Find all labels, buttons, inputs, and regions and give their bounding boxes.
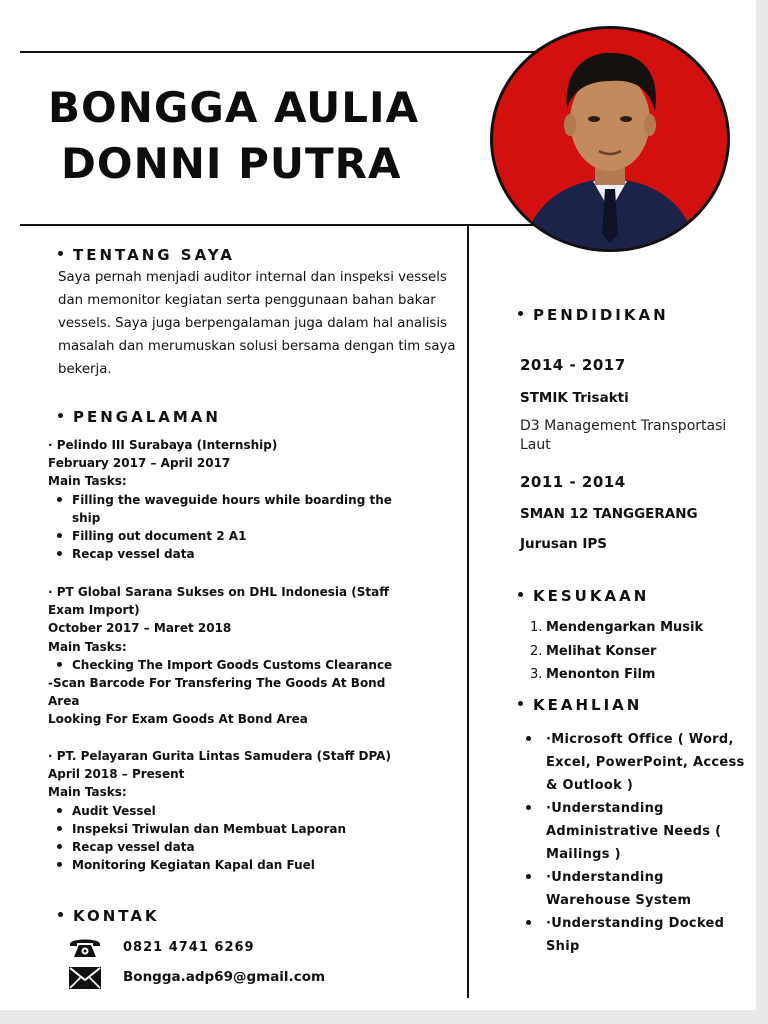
education-major: D3 Management Transportasi Laut — [520, 418, 727, 453]
job-period: October 2017 – Maret 2018 — [48, 621, 232, 636]
education-school: SMAN 12 TANGGERANG — [520, 506, 698, 522]
job-tasks-label: Main Tasks: — [48, 474, 127, 489]
header-top-rule — [20, 51, 540, 53]
job-period: April 2018 – Present — [48, 767, 185, 782]
portrait-illustration — [493, 29, 727, 249]
list-item: ·Understanding Administrative Needs ( Mailings ) — [524, 797, 746, 866]
job-tasks-label: Main Tasks: — [48, 785, 127, 800]
job-2 — [48, 583, 458, 729]
job-3 — [48, 747, 458, 874]
job-task: Filling the waveguide hours while boarding the ship — [48, 491, 408, 527]
about-text: Saya pernah menjadi auditor internal dan inspeksi vessels dan memonitor kegiatan serta penggunaan bahan bakar vessels. Saya juga berpengalaman juga dalam hal analisis masalah dan merumuskan solusi bersama dengan tim saya bekerja. — [58, 270, 456, 377]
job-task-extra: -Scan Barcode For Transfering The Goods At Bond — [48, 676, 386, 691]
header-bottom-rule — [20, 224, 540, 226]
education-major: Jurusan IPS — [520, 536, 607, 552]
job-task: Inspeksi Triwulan dan Membuat Laporan — [48, 820, 458, 838]
job-task: Filling out document 2 A1 — [48, 527, 408, 545]
experience-heading: PENGALAMAN — [58, 408, 221, 426]
contact-email[interactable]: Bongga.adp69@gmail.com — [123, 969, 326, 985]
job-company-continued: Exam Import) — [48, 603, 140, 618]
about-heading: TENTANG SAYA — [58, 246, 235, 264]
envelope-icon — [68, 966, 102, 990]
skills-list — [524, 728, 746, 958]
job-company: · PT Global Sarana Sukses on DHL Indonesia (Staff — [48, 585, 389, 599]
list-item: ·Microsoft Office ( Word, Excel, PowerPoint, Access & Outlook ) — [524, 728, 746, 797]
job-task: Checking The Import Goods Customs Clearance — [48, 656, 458, 674]
education-years: 2011 - 2014 — [520, 473, 626, 491]
job-company: · PT. Pelayaran Gurita Lintas Samudera (Staff DPA) — [48, 749, 391, 763]
education-heading: PENDIDIKAN — [518, 306, 669, 324]
job-task-extra: Looking For Exam Goods At Bond Area — [48, 712, 308, 727]
full-name — [48, 80, 478, 192]
list-item: ·Understanding Warehouse System — [524, 866, 746, 912]
list-item: 1. Mendengarkan Musik — [530, 620, 704, 635]
job-task: Monitoring Kegiatan Kapal dan Fuel — [48, 856, 458, 874]
hobbies-heading: KESUKAAN — [518, 587, 649, 605]
job-task-extra-continued: Area — [48, 694, 80, 709]
hobby-list — [530, 616, 703, 687]
job-period: February 2017 – April 2017 — [48, 456, 231, 471]
profile-photo — [490, 26, 730, 252]
job-1 — [48, 436, 458, 563]
list-item: ·Understanding Docked Ship — [524, 912, 746, 958]
job-task: Audit Vessel — [48, 802, 458, 820]
job-company: · Pelindo III Surabaya (Internship) — [48, 438, 278, 452]
education-years: 2014 - 2017 — [520, 356, 626, 374]
job-task: Recap vessel data — [48, 545, 408, 563]
column-divider — [467, 226, 469, 998]
contact-heading: KONTAK — [58, 907, 160, 925]
contact-phone[interactable]: 0821 4741 6269 — [123, 940, 255, 955]
skills-heading: KEAHLIAN — [518, 696, 642, 714]
job-task: Recap vessel data — [48, 838, 458, 856]
page-edge-right — [756, 0, 768, 1024]
job-tasks-label: Main Tasks: — [48, 639, 127, 654]
telephone-icon — [68, 935, 102, 959]
name-line-2: DONNI PUTRA — [61, 139, 402, 188]
list-item: 2. Melihat Konser — [530, 643, 657, 659]
name-line-1: BONGGA AULIA — [48, 83, 420, 132]
list-item: 3. Menonton Film — [530, 667, 656, 682]
page-edge-bottom — [0, 1010, 768, 1024]
education-school: STMIK Trisakti — [520, 390, 629, 406]
